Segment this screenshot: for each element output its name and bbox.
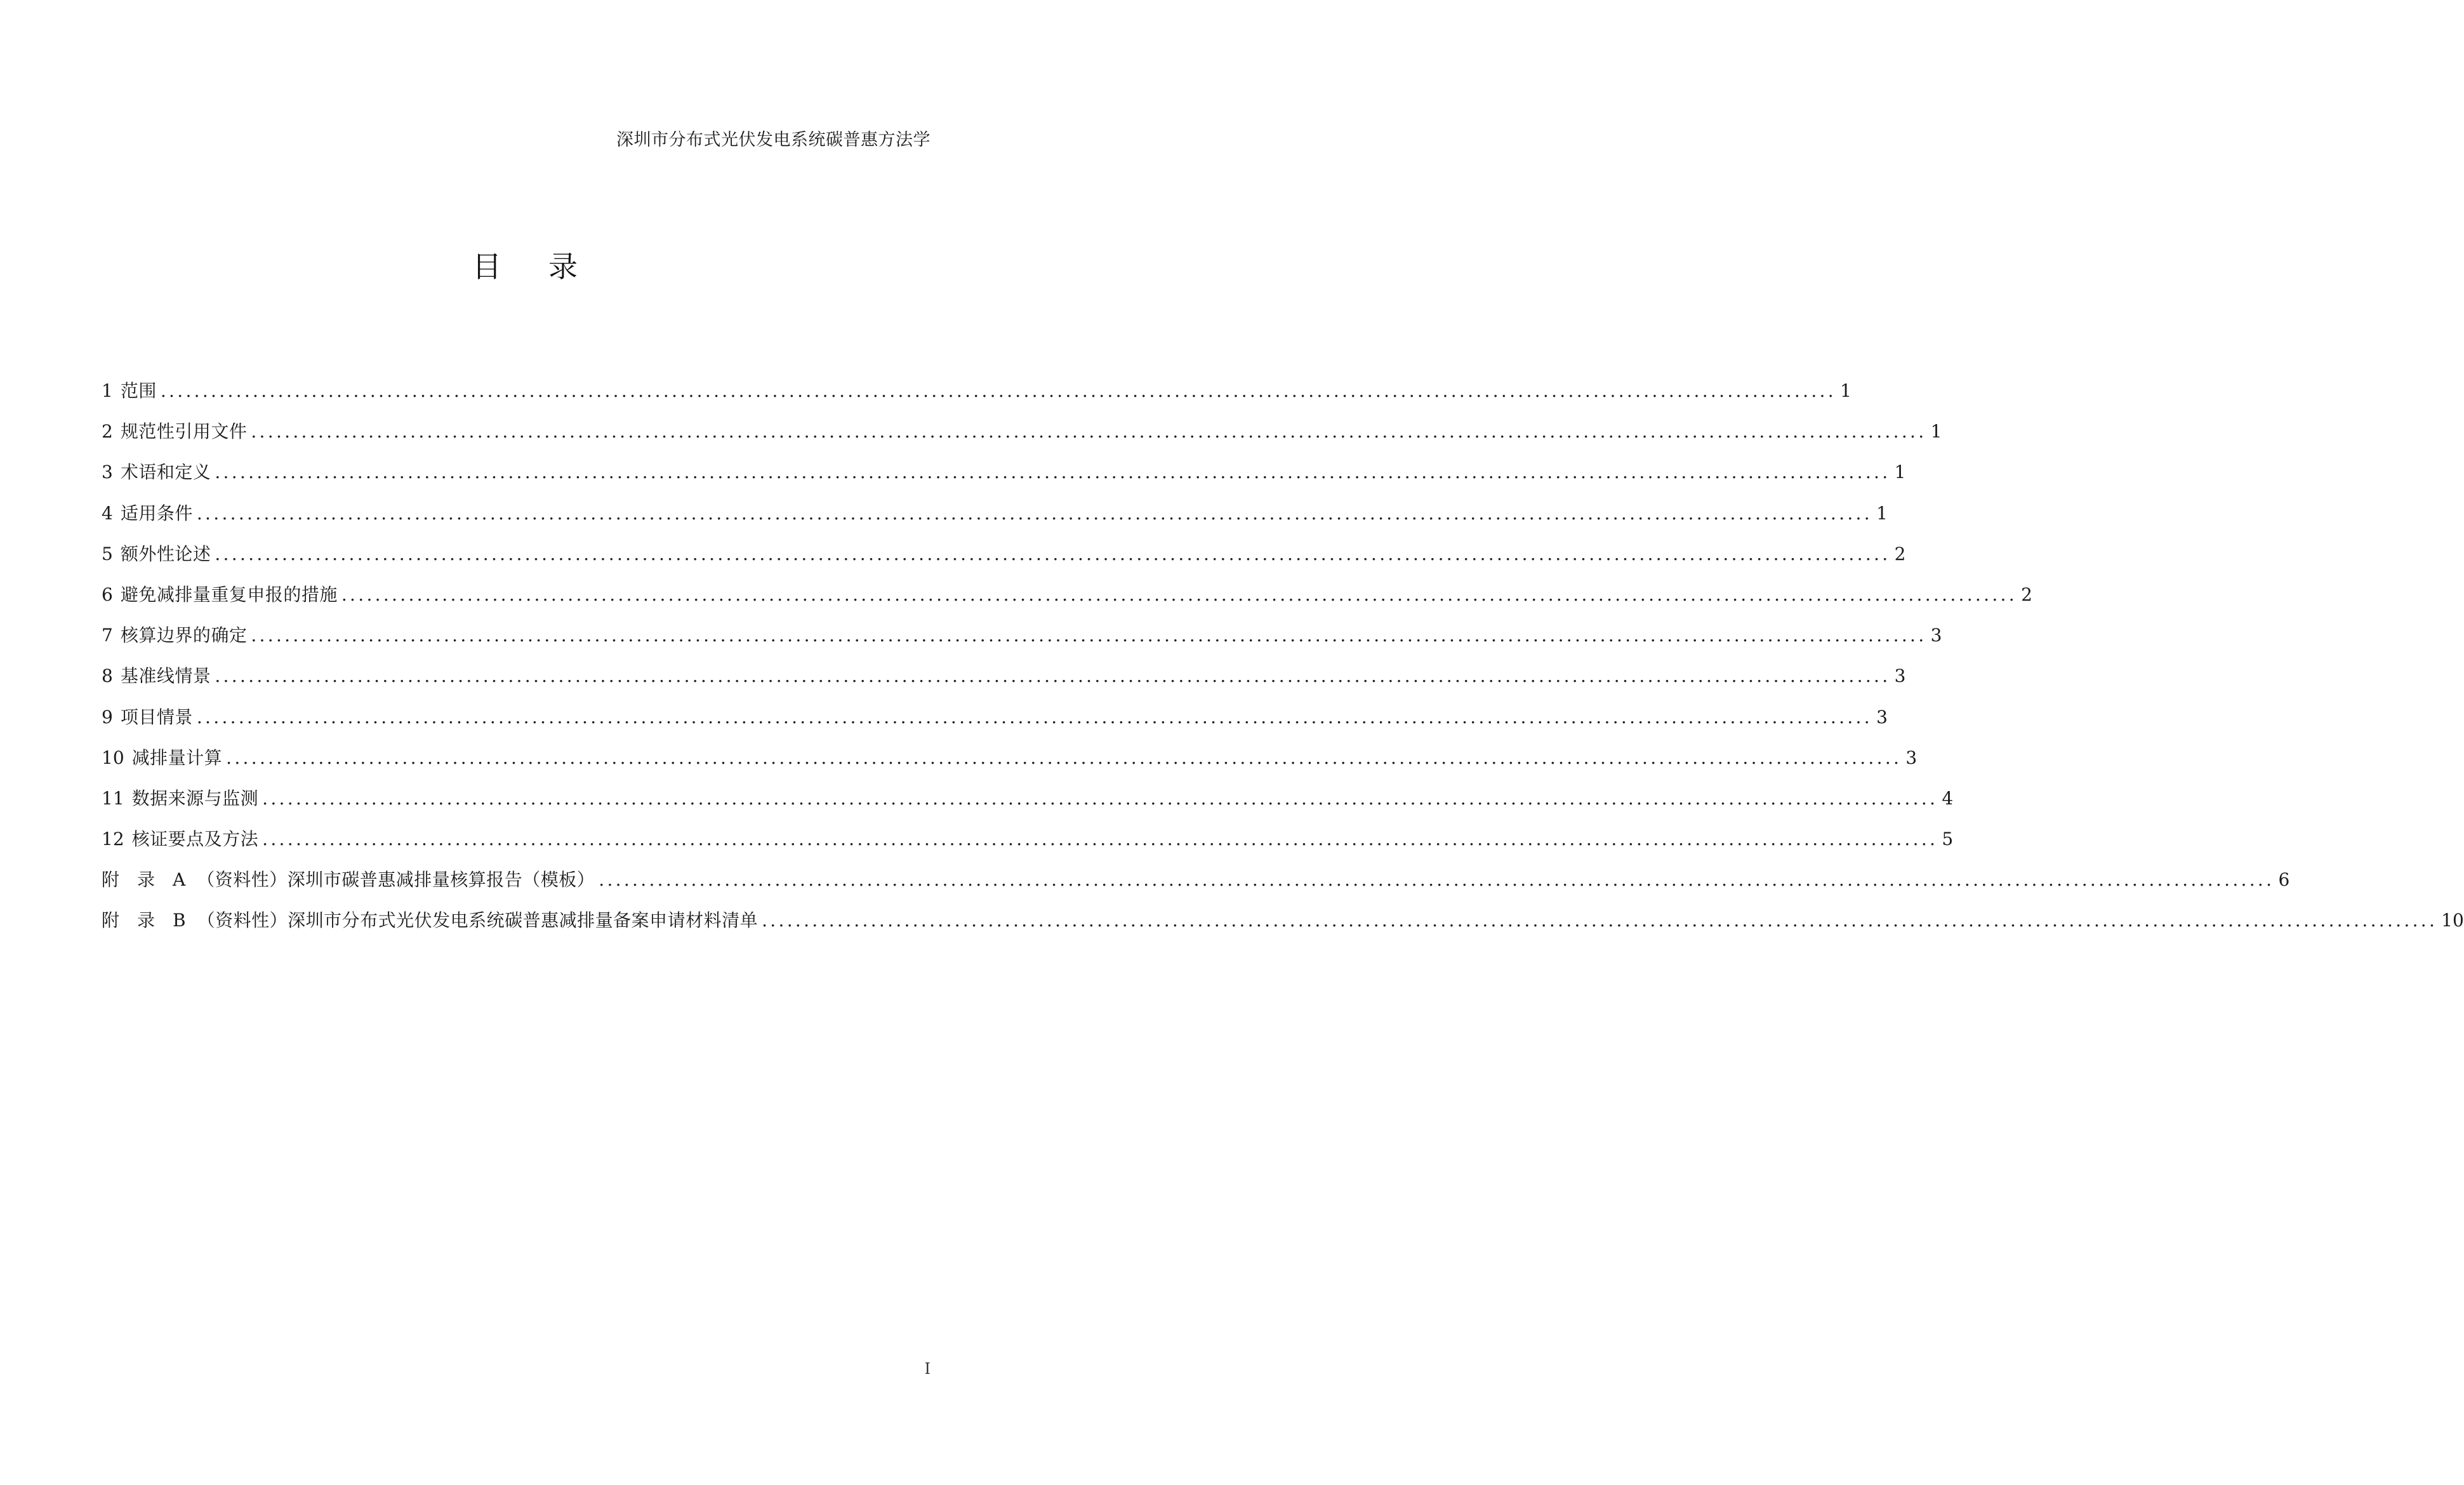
dot-leader: ........................................................................................................................................................................................................: [196, 706, 1872, 728]
toc-entry-number: 11: [102, 787, 124, 809]
toc-entry-page: 10: [2441, 910, 2464, 931]
toc-title: [0, 244, 1050, 286]
toc-entry-number: 4: [102, 502, 113, 524]
toc-entry-5[interactable]: [102, 534, 1906, 575]
dot-leader: ........................................................................................................................................................................................................: [251, 625, 1927, 646]
dot-leader: ........................................................................................................................................................................................................: [196, 502, 1872, 524]
dot-leader: ........................................................................................................................................................................................................: [251, 421, 1927, 443]
dot-leader: ........................................................................................................................................................................................................: [262, 787, 1938, 809]
toc-entry-number: 3: [102, 462, 113, 483]
toc-entry-label: 项目情景: [120, 706, 193, 728]
toc-entry-9[interactable]: [102, 697, 1888, 738]
toc-entry-label: 范围: [120, 380, 157, 401]
toc-entry-11[interactable]: [102, 778, 1954, 819]
toc-entry-number: 10: [102, 747, 124, 768]
dot-leader: ........................................................................................................................................................................................................: [599, 869, 2275, 891]
toc-entry-label: 规范性引用文件: [120, 421, 248, 443]
toc-entry-page: 1: [1876, 502, 1888, 524]
toc-entry-page: 3: [1876, 706, 1888, 728]
toc-entry-1[interactable]: [102, 371, 1851, 411]
running-header: 深圳市分布式光伏发电系统碳普惠方法学: [616, 130, 931, 150]
toc-entry-page: 4: [1942, 787, 1954, 809]
toc-entry-number: 5: [102, 543, 113, 564]
toc-entry-6[interactable]: [102, 575, 2032, 615]
toc-entry-page: 6: [2278, 869, 2290, 891]
appendix-label: （资料性）深圳市碳普惠减排量核算报告（模板）: [197, 869, 595, 891]
dot-leader: ........................................................................................................................................................................................................: [341, 583, 2017, 605]
toc-appendix-a[interactable]: [102, 860, 2290, 900]
toc-entry-label: 核证要点及方法: [131, 829, 259, 850]
toc-entry-label: 核算边界的确定: [120, 625, 248, 646]
appendix-prefix: 附录B: [102, 910, 204, 931]
toc-entry-page: 3: [1894, 665, 1906, 687]
toc-entry-4[interactable]: [102, 493, 1888, 534]
toc-entry-10[interactable]: [102, 738, 1918, 778]
page-number: I: [924, 1360, 931, 1378]
toc-entry-page: 3: [1905, 747, 1918, 768]
dot-leader: ........................................................................................................................................................................................................: [215, 462, 1891, 483]
toc-entry-3[interactable]: [102, 452, 1906, 493]
dot-leader: ........................................................................................................................................................................................................: [215, 543, 1891, 564]
toc-entry-number: 9: [102, 706, 113, 728]
toc-entry-number: 8: [102, 665, 113, 687]
toc-entry-label: 额外性论述: [120, 543, 211, 564]
toc-entry-page: 1: [1930, 421, 1942, 443]
dot-leader: ........................................................................................................................................................................................................: [226, 747, 1902, 768]
toc-entry-label: 基准线情景: [120, 665, 211, 687]
toc-entry-label: 数据来源与监测: [131, 787, 259, 809]
toc-entry-8[interactable]: [102, 656, 1906, 696]
appendix-label: （资料性）深圳市分布式光伏发电系统碳普惠减排量备案申请材料清单: [197, 910, 758, 931]
toc-entry-12[interactable]: [102, 819, 1954, 860]
toc-entry-page: 2: [1894, 543, 1906, 564]
toc-entry-page: 3: [1930, 625, 1942, 646]
toc-entry-number: 2: [102, 421, 113, 443]
dot-leader: ........................................................................................................................................................................................................: [160, 380, 1836, 401]
dot-leader: ........................................................................................................................................................................................................: [215, 665, 1891, 687]
appendix-prefix: 附录A: [102, 869, 204, 891]
dot-leader: ........................................................................................................................................................................................................: [262, 829, 1938, 850]
toc-title-char-1: 目: [472, 250, 548, 284]
toc-entry-label: 减排量计算: [131, 747, 223, 768]
toc-entry-number: 6: [102, 583, 113, 605]
toc-entry-label: 术语和定义: [120, 462, 211, 483]
toc-entry-7[interactable]: [102, 615, 1942, 656]
toc-entry-2[interactable]: [102, 411, 1942, 452]
dot-leader: ........................................................................................................................................................................................................: [762, 910, 2438, 931]
toc-entry-page: 1: [1894, 462, 1906, 483]
toc-title-char-2: 录: [548, 250, 625, 284]
toc-entry-number: 12: [102, 829, 124, 850]
toc-entry-number: 1: [102, 380, 113, 401]
toc-entry-label: 避免减排量重复申报的措施: [120, 583, 338, 605]
toc-list: [102, 371, 2464, 942]
toc-entry-page: 2: [2021, 583, 2032, 605]
toc-entry-page: 5: [1942, 829, 1954, 850]
toc-entry-page: 1: [1840, 380, 1851, 401]
toc-entry-label: 适用条件: [120, 502, 193, 524]
toc-appendix-b[interactable]: [102, 900, 2464, 941]
toc-entry-number: 7: [102, 625, 113, 646]
